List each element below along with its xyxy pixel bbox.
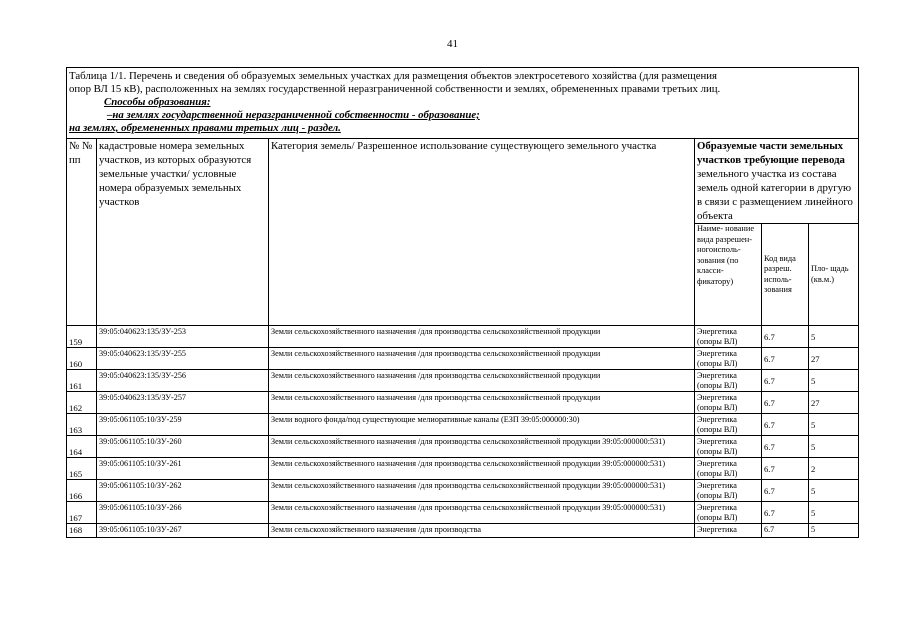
row-code: 6.7 — [762, 436, 809, 458]
row-code: 6.7 — [762, 326, 809, 348]
row-cadastral: 39:05:061105:10/ЗУ-262 — [97, 480, 269, 502]
row-code: 6.7 — [762, 524, 809, 538]
header-parts-rest: земельного участка из состава земель одной категории в другую в связи с размещением линейного объекта — [697, 168, 853, 222]
caption-method-1: –на землях государственной неразграниченной собственности - образование; — [107, 109, 480, 121]
row-area: 5 — [809, 480, 859, 502]
table-row — [67, 436, 859, 458]
land-plots-table — [66, 67, 859, 538]
row-cadastral: 39:05:061105:10/ЗУ-267 — [97, 524, 269, 538]
table-row — [67, 370, 859, 392]
row-cadastral: 39:05:061105:10/ЗУ-260 — [97, 436, 269, 458]
table-row — [67, 458, 859, 480]
row-num: 159 — [67, 326, 97, 348]
header-category: Категория земель/ Разрешенное использование существующего земельного участка — [269, 139, 695, 326]
row-area: 5 — [809, 326, 859, 348]
row-code: 6.7 — [762, 392, 809, 414]
row-num: 163 — [67, 414, 97, 436]
row-num: 167 — [67, 502, 97, 524]
row-num: 160 — [67, 348, 97, 370]
subheader-use-name: Наиме- нование вида разрешен- ногоисполь- зования (по класси- фикатору) — [695, 224, 762, 326]
header-num: № № пп — [67, 139, 97, 326]
row-category: Земли сельскохозяйственного назначения /для производства сельскохозяйственной продукции 39:05:000000:531) — [269, 458, 695, 480]
table-caption-row — [67, 68, 859, 139]
row-num: 165 — [67, 458, 97, 480]
row-area: 2 — [809, 458, 859, 480]
row-cadastral: 39:05:061105:10/ЗУ-266 — [97, 502, 269, 524]
row-category: Земли сельскохозяйственного назначения /для производства сельскохозяйственной продукции — [269, 392, 695, 414]
row-category: Земли сельскохозяйственного назначения /для производства сельскохозяйственной продукции 39:05:000000:531) — [269, 480, 695, 502]
row-cadastral: 39:05:061105:10/ЗУ-261 — [97, 458, 269, 480]
header-row — [67, 139, 859, 224]
row-cadastral: 39:05:040623:135/ЗУ-255 — [97, 348, 269, 370]
row-cadastral: 39:05:040623:135/ЗУ-253 — [97, 326, 269, 348]
row-code: 6.7 — [762, 502, 809, 524]
caption-methods-title: Способы образования: — [104, 96, 211, 108]
table-caption — [67, 68, 859, 139]
table-row — [67, 414, 859, 436]
row-use: Энергетика (опоры ВЛ) — [695, 480, 762, 502]
row-use: Энергетика (опоры ВЛ) — [695, 326, 762, 348]
table-row — [67, 524, 859, 538]
row-use: Энергетика (опоры ВЛ) — [695, 392, 762, 414]
row-code: 6.7 — [762, 370, 809, 392]
row-area: 27 — [809, 348, 859, 370]
row-use: Энергетика (опоры ВЛ) — [695, 436, 762, 458]
table-row — [67, 392, 859, 414]
row-category: Земли сельскохозяйственного назначения /для производства — [269, 524, 695, 538]
page-number: 41 — [447, 38, 458, 50]
table-row — [67, 502, 859, 524]
caption-method-2: на землях, обремененных правами третьих лиц - раздел. — [69, 122, 341, 134]
row-category: Земли сельскохозяйственного назначения /для производства сельскохозяйственной продукции — [269, 370, 695, 392]
row-use: Энергетика (опоры ВЛ) — [695, 458, 762, 480]
row-code: 6.7 — [762, 414, 809, 436]
header-cadastral: кадастровые номера земельных участков, из которых образуются земельные участки/ условные номера образуемых земельных участков — [97, 139, 269, 326]
table-row — [67, 480, 859, 502]
table-row — [67, 348, 859, 370]
row-category: Земли сельскохозяйственного назначения /для производства сельскохозяйственной продукции — [269, 326, 695, 348]
row-code: 6.7 — [762, 480, 809, 502]
row-num: 168 — [67, 524, 97, 538]
table-row — [67, 326, 859, 348]
row-code: 6.7 — [762, 348, 809, 370]
row-num: 164 — [67, 436, 97, 458]
caption-line-2: опор ВЛ 15 кВ), расположенных на землях государственной неразграниченной собственности и землях, обремененных правами третьих лиц. — [69, 83, 721, 95]
row-num: 166 — [67, 480, 97, 502]
row-area: 27 — [809, 392, 859, 414]
row-cadastral: 39:05:061105:10/ЗУ-259 — [97, 414, 269, 436]
header-parts-group — [695, 139, 859, 224]
row-category: Земли сельскохозяйственного назначения /для производства сельскохозяйственной продукции — [269, 348, 695, 370]
row-category: Земли сельскохозяйственного назначения /для производства сельскохозяйственной продукции 39:05:000000:531) — [269, 436, 695, 458]
row-category: Земли сельскохозяйственного назначения /для производства сельскохозяйственной продукции 39:05:000000:531) — [269, 502, 695, 524]
row-use: Энергетика (опоры ВЛ) — [695, 502, 762, 524]
row-category: Земли водного фонда/под существующие мелиоративные каналы (ЕЗП 39:05:000000:30) — [269, 414, 695, 436]
row-area: 5 — [809, 502, 859, 524]
row-use: Энергетика (опоры ВЛ) — [695, 414, 762, 436]
row-num: 162 — [67, 392, 97, 414]
row-cadastral: 39:05:040623:135/ЗУ-257 — [97, 392, 269, 414]
row-use: Энергетика — [695, 524, 762, 538]
row-area: 5 — [809, 524, 859, 538]
caption-line-1: Таблица 1/1. Перечень и сведения об образуемых земельных участках для размещения объектов электросетевого хозяйства (для размещения — [69, 70, 718, 82]
row-code: 6.7 — [762, 458, 809, 480]
subheader-area: Пло- щадь (кв.м.) — [809, 224, 859, 326]
row-area: 5 — [809, 370, 859, 392]
row-cadastral: 39:05:040623:135/ЗУ-256 — [97, 370, 269, 392]
row-use: Энергетика (опоры ВЛ) — [695, 370, 762, 392]
row-area: 5 — [809, 414, 859, 436]
header-parts-bold: Образуемые части земельных участков требующие перевода — [697, 140, 845, 166]
row-num: 161 — [67, 370, 97, 392]
row-use: Энергетика (опоры ВЛ) — [695, 348, 762, 370]
row-area: 5 — [809, 436, 859, 458]
subheader-use-code: Код вида разреш. исполь- зования — [762, 224, 809, 326]
